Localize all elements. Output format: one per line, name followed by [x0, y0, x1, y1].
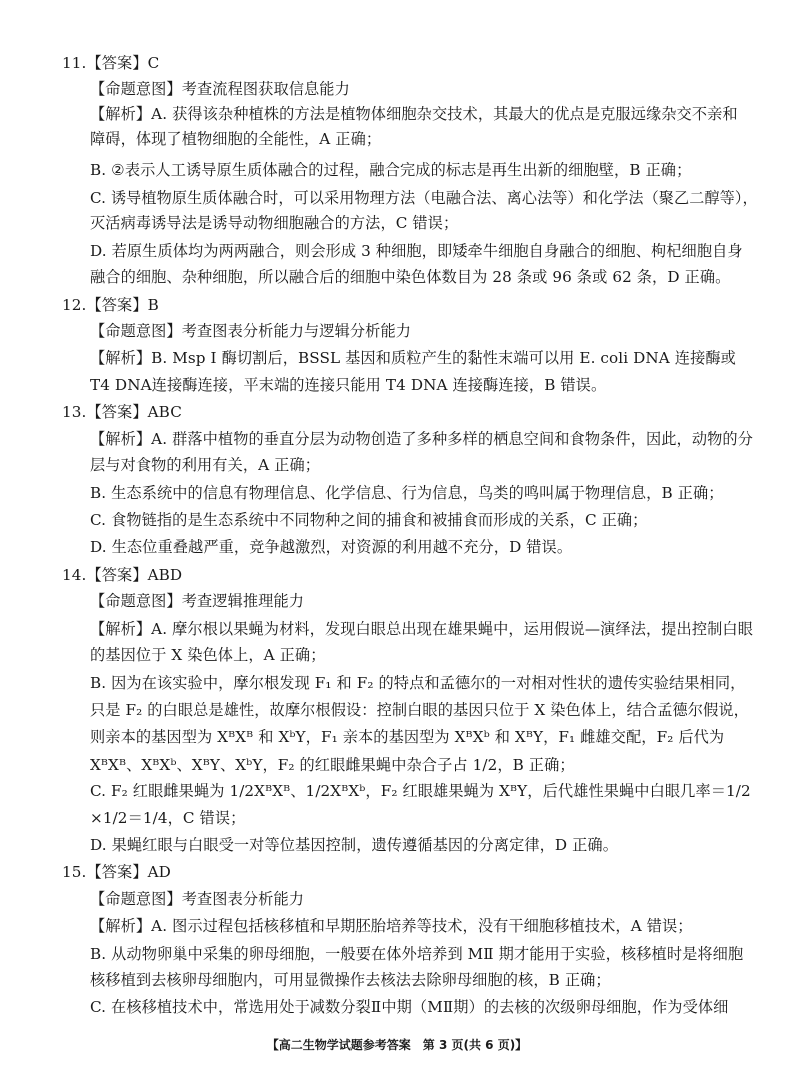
question-11-analysis-line: C. 诱导植物原生质体融合时，可以采用物理方法（电融合法、离心法等）和化学法（聚乙二醇等）， [90, 189, 758, 207]
question-14-analysis-line: ×1/2＝1/4，C 错误； [90, 809, 246, 827]
question-13-analysis-line: B. 生态系统中的信息有物理信息、化学信息、行为信息，鸟类的鸣叫属于物理信息，B 正确； [90, 484, 724, 502]
question-13-analysis-line: 【解析】A. 群落中植物的垂直分层为动物创造了多种多样的栖息空间和食物条件，因此，动物的分 [90, 430, 753, 448]
question-15-heading: 15.【答案】AD [62, 863, 171, 881]
question-15-intent: 【命题意图】考查图表分析能力 [90, 890, 305, 908]
question-11-analysis-line: B. ②表示人工诱导原生质体融合的过程，融合完成的标志是再生出新的细胞壁，B 正确； [90, 161, 692, 179]
question-11-analysis-line: 【解析】A. 获得该杂种植株的方法是植物体细胞杂交技术，其最大的优点是克服远缘杂交不亲和 [90, 105, 738, 123]
question-15-analysis-line: C. 在核移植技术中，常选用处于减数分裂Ⅱ中期（MⅡ期）的去核的次级卵母细胞，作为受体细 [90, 998, 729, 1016]
question-11-analysis-line: D. 若原生质体均为两两融合，则会形成 3 种细胞，即矮牵牛细胞自身融合的细胞、枸杞细胞自身 [90, 242, 743, 260]
question-11-analysis-line: 灭活病毒诱导法是诱导动物细胞融合的方法，C 错误； [90, 214, 459, 232]
question-14-analysis-line: 【解析】A. 摩尔根以果蝇为材料，发现白眼总出现在雄果蝇中，运用假说—演绎法，提出控制白眼 [90, 620, 753, 638]
question-14-analysis-line: B. 因为在该实验中，摩尔根发现 F₁ 和 F₂ 的特点和孟德尔的一对相对性状的遗传实验结果相同， [90, 674, 746, 692]
question-11-intent: 【命题意图】考查流程图获取信息能力 [90, 80, 350, 98]
question-13-analysis-line: D. 生态位重叠越严重，竞争越激烈，对资源的利用越不充分，D 错误。 [90, 538, 573, 556]
question-12-heading: 12.【答案】B [62, 296, 159, 314]
question-13-analysis-line: C. 食物链指的是生态系统中不同物种之间的捕食和被捕食而形成的关系，C 正确； [90, 511, 648, 529]
question-12-analysis-line: 【解析】B. Msp Ⅰ 酶切割后，BSSL 基因和质粒产生的黏性末端可以用 E. coli DNA 连接酶或 [90, 349, 736, 367]
question-15-analysis-line: 【解析】A. 图示过程包括核移植和早期胚胎培养等技术，没有干细胞移植技术，A 错误； [90, 917, 693, 935]
question-15-analysis-line: B. 从动物卵巢中采集的卵母细胞，一般要在体外培养到 MⅡ 期才能用于实验，核移植时是将细胞 [90, 945, 744, 963]
question-11-heading: 11.【答案】C [62, 54, 160, 72]
question-13-heading: 13.【答案】ABC [62, 403, 182, 421]
question-14-analysis-line: D. 果蝇红眼与白眼受一对等位基因控制，遗传遵循基因的分离定律，D 正确。 [90, 836, 618, 854]
question-15-analysis-line: 核移植到去核卵母细胞内，可用显微操作去核法去除卵母细胞的核，B 正确； [90, 971, 611, 989]
question-11-analysis-line: 障碍，体现了植物细胞的全能性，A 正确； [90, 130, 382, 148]
question-14-analysis-line: XᴮXᴮ、XᴮXᵇ、XᴮY、XᵇY，F₂ 的红眼雌果蝇中杂合子占 1/2，B 正确； [90, 756, 575, 774]
question-14-heading: 14.【答案】ABD [62, 566, 183, 584]
question-11-analysis-line: 融合的细胞、杂种细胞，所以融合后的细胞中染色体数目为 28 条或 96 条或 62 条，D 正确。 [90, 268, 731, 286]
question-14-analysis-line: 的基因位于 X 染色体上，A 正确； [90, 646, 326, 664]
question-14-intent: 【命题意图】考查逻辑推理能力 [90, 592, 305, 610]
question-13-analysis-line: 层与对食物的利用有关，A 正确； [90, 456, 321, 474]
question-12-intent: 【命题意图】考查图表分析能力与逻辑分析能力 [90, 322, 412, 340]
page-footer: 【高二生物学试题参考答案 第 3 页(共 6 页)】 [266, 1038, 528, 1052]
question-12-analysis-line: T4 DNA连接酶连接，平末端的连接只能用 T4 DNA 连接酶连接，B 错误。 [90, 376, 607, 394]
question-14-analysis-line: C. F₂ 红眼雌果蝇为 1/2XᴮXᴮ、1/2XᴮXᵇ，F₂ 红眼雄果蝇为 XᴮY，后代雄性果蝇中白眼几率＝1/2 [90, 782, 751, 800]
question-14-analysis-line: 只是 F₂ 的白眼总是雄性，故摩尔根假设：控制白眼的基因只位于 X 染色体上，结合孟德尔假说， [90, 701, 749, 719]
question-14-analysis-line: 则亲本的基因型为 XᴮXᴮ 和 XᵇY，F₁ 亲本的基因型为 XᴮXᵇ 和 XᴮY，F₁ 雌雄交配，F₂ 后代为 [90, 728, 725, 746]
